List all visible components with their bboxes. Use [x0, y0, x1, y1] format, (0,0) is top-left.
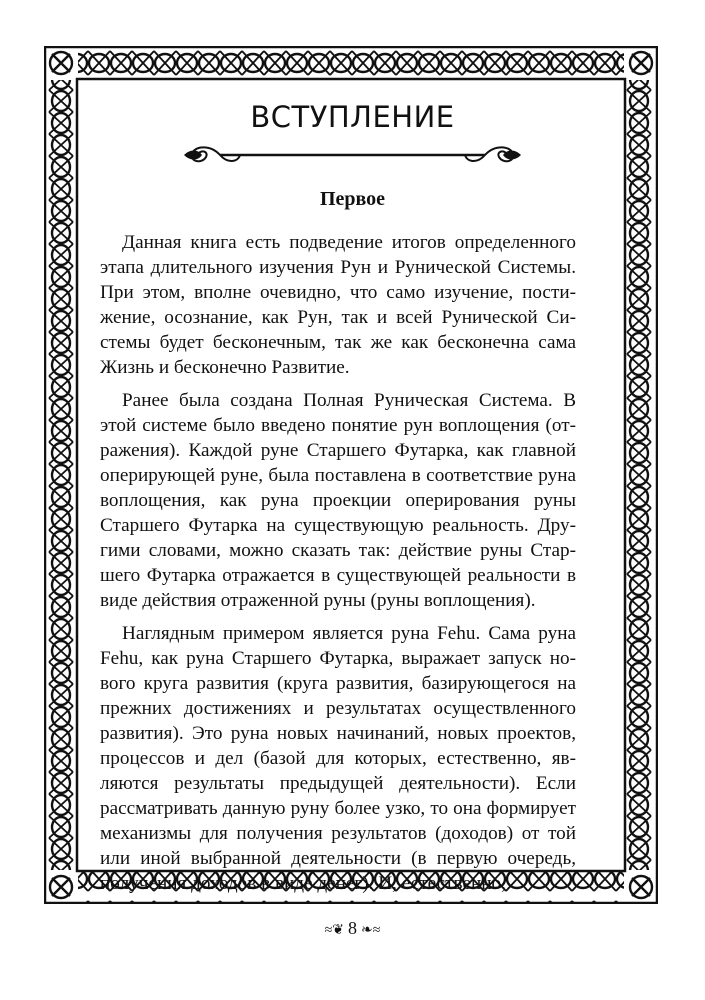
- page-number: [0, 918, 705, 942]
- chapter-title: ВСТУПЛЕНИЕ: [250, 100, 455, 134]
- page-ornament-right-icon: ❧≈: [361, 923, 381, 938]
- paragraph: Ранее была создана Полная Руническая Система. В этой системе было введено понятие рун воплощения (отражения). Каждой руне Старшего Футарка, как главной оперирующей руне, была поставлена в соответствие руна воплощения, как руна проекции оперирования руны Старшего Футарка на существующую реальность. Другими словами, можно сказать так: действие руны Старшего Футарка отражается в существующей реальности в виде действия отраженной руны (руны воплощения).: [100, 390, 576, 611]
- page-ornament-left-icon: ≈❦: [324, 923, 344, 938]
- body-text: [100, 230, 576, 904]
- section-title: Первое: [319, 188, 386, 210]
- page-number-value: 8: [348, 918, 357, 938]
- decorative-flourish: [180, 140, 525, 170]
- paragraph: Данная книга есть подведение итогов определенного этапа длительного изучения Рун и Рунической Системы. При этом, вполне очевидно, что само изучение, постижение, осознание, как Рун, так и всей Рунической Системы будет бесконечным, так же как бесконечна сама Жизнь и бесконечно Развитие.: [100, 232, 576, 378]
- paragraph: Наглядным примером является руна Fehu. Сама руна Fehu, как руна Старшего Футарка, выражает запуск нового круга развития (круга развития, базирующегося на прежних достижениях и результатах осуществленного развития). Это руна новых начинаний, новых проектов, процессов и дел (базой для которых, естественно, являются результаты предыдущей деятельности). Если рассматривать данную руну более узко, то она формирует механизмы для получения результатов (доходов) от той или иной выбранной деятельности (в первую очередь, получения доходов в виде денег). И, естественно,: [100, 623, 576, 894]
